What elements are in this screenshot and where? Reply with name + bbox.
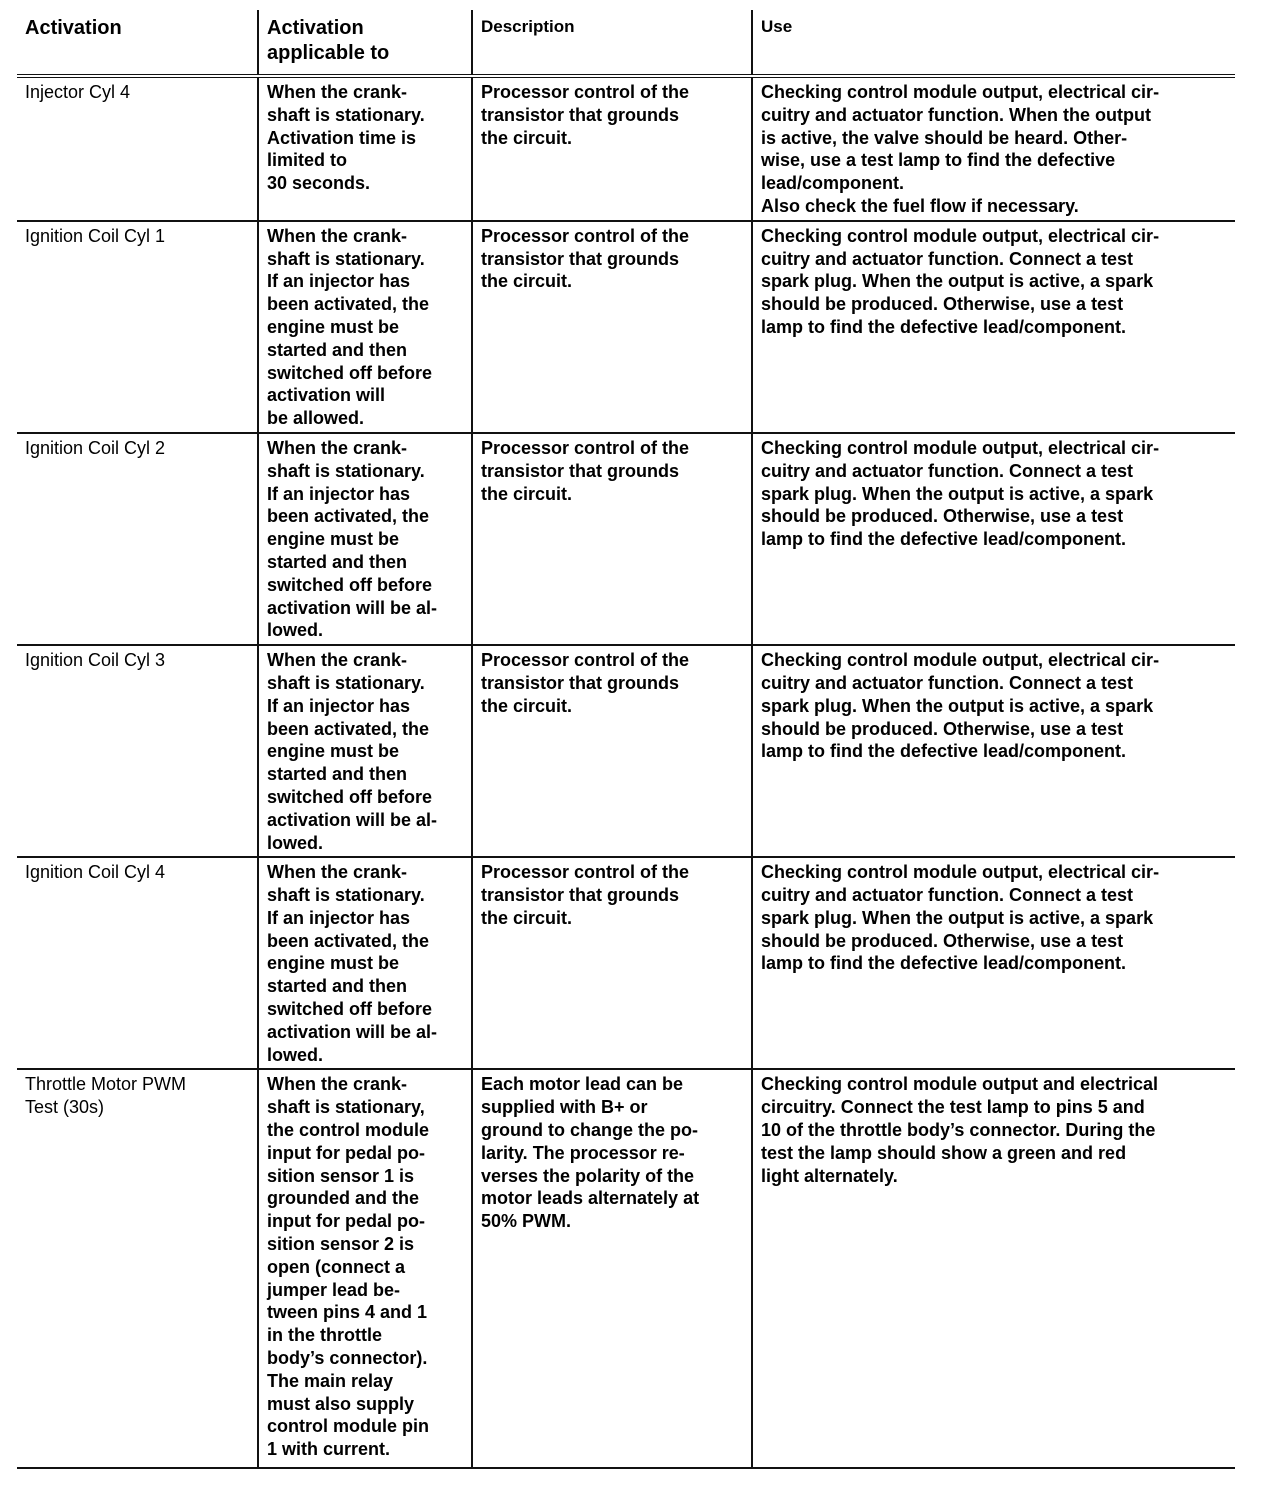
cell-description: Processor control of the transistor that grounds the circuit. bbox=[472, 857, 752, 1069]
activation-table bbox=[17, 10, 1235, 1469]
cell-use: Checking control module output, electrical cir- cuitry and actuator function. Connect a test spark plug. When the output is active, a spark should be produced. Otherwise, use a test lamp to find the defective lead/component. bbox=[752, 433, 1235, 645]
cell-description: Processor control of the transistor that grounds the circuit. bbox=[472, 433, 752, 645]
cell-use: Checking control module output, electrical cir- cuitry and actuator function. When the output is active, the valve should be heard. Other- wise, use a test lamp to find the defective lead/component. Also check the fuel flow if necessary. bbox=[752, 76, 1235, 221]
cell-use: Checking control module output and electrical circuitry. Connect the test lamp to pins 5 and 10 of the throttle body’s connector. During the test the lamp should show a green and red light alternately. bbox=[752, 1069, 1235, 1468]
table-row bbox=[17, 1069, 1235, 1468]
cell-applicable: When the crank- shaft is stationary, the control module input for pedal po- sition sensor 1 is grounded and the input for pedal po- sition sensor 2 is open (connect a jumper lead be- tween pins 4 and 1 in the throttle body’s connector). The main relay must also supply control module pin 1 with current. bbox=[258, 1069, 472, 1468]
cell-applicable: When the crank- shaft is stationary. If an injector has been activated, the engine must be started and then switched off before activation will be allowed. bbox=[258, 221, 472, 433]
cell-activation: Injector Cyl 4 bbox=[17, 76, 258, 221]
table-body bbox=[17, 76, 1235, 1468]
header-row bbox=[17, 10, 1235, 76]
cell-description: Processor control of the transistor that grounds the circuit. bbox=[472, 221, 752, 433]
document-page bbox=[17, 10, 1235, 1469]
header-use: Use bbox=[752, 10, 1235, 76]
table-row bbox=[17, 76, 1235, 221]
cell-applicable: When the crank- shaft is stationary. If an injector has been activated, the engine must be started and then switched off before activation will be al- lowed. bbox=[258, 857, 472, 1069]
header-description: Description bbox=[472, 10, 752, 76]
cell-description: Processor control of the transistor that grounds the circuit. bbox=[472, 76, 752, 221]
table-row bbox=[17, 221, 1235, 433]
cell-activation: Throttle Motor PWM Test (30s) bbox=[17, 1069, 258, 1468]
table-row bbox=[17, 857, 1235, 1069]
table-header bbox=[17, 10, 1235, 76]
cell-activation: Ignition Coil Cyl 1 bbox=[17, 221, 258, 433]
header-applicable: Activation applicable to bbox=[258, 10, 472, 76]
cell-applicable: When the crank- shaft is stationary. If an injector has been activated, the engine must be started and then switched off before activation will be al- lowed. bbox=[258, 645, 472, 857]
cell-use: Checking control module output, electrical cir- cuitry and actuator function. Connect a test spark plug. When the output is active, a spark should be produced. Otherwise, use a test lamp to find the defective lead/component. bbox=[752, 221, 1235, 433]
cell-use: Checking control module output, electrical cir- cuitry and actuator function. Connect a test spark plug. When the output is active, a spark should be produced. Otherwise, use a test lamp to find the defective lead/component. bbox=[752, 645, 1235, 857]
cell-use: Checking control module output, electrical cir- cuitry and actuator function. Connect a test spark plug. When the output is active, a spark should be produced. Otherwise, use a test lamp to find the defective lead/component. bbox=[752, 857, 1235, 1069]
table-row bbox=[17, 433, 1235, 645]
cell-applicable: When the crank- shaft is stationary. If an injector has been activated, the engine must be started and then switched off before activation will be al- lowed. bbox=[258, 433, 472, 645]
cell-applicable: When the crank- shaft is stationary. Activation time is limited to 30 seconds. bbox=[258, 76, 472, 221]
cell-activation: Ignition Coil Cyl 4 bbox=[17, 857, 258, 1069]
cell-description: Each motor lead can be supplied with B+ or ground to change the po- larity. The processor re- verses the polarity of the motor leads alternately at 50% PWM. bbox=[472, 1069, 752, 1468]
header-activation: Activation bbox=[17, 10, 258, 76]
cell-description: Processor control of the transistor that grounds the circuit. bbox=[472, 645, 752, 857]
cell-activation: Ignition Coil Cyl 2 bbox=[17, 433, 258, 645]
table-row bbox=[17, 645, 1235, 857]
cell-activation: Ignition Coil Cyl 3 bbox=[17, 645, 258, 857]
